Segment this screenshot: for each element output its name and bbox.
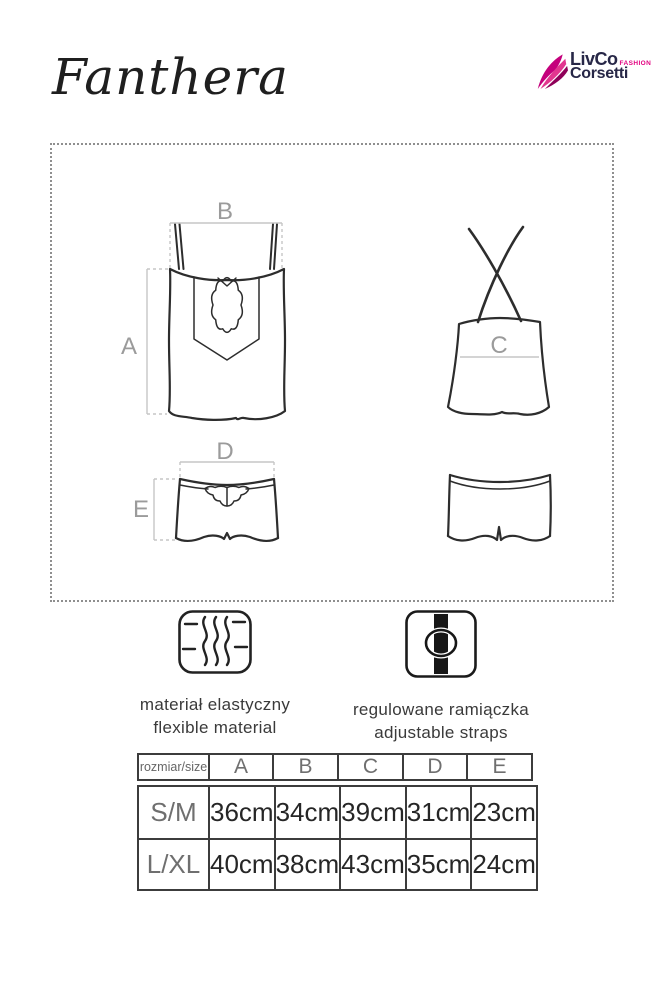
front-right-strap [270,224,273,269]
value-a: 40cm [209,839,275,890]
shorts-front-waist-top [180,479,274,485]
header-cell-a: A [209,754,273,780]
feature-adjustable-straps [336,610,546,744]
brand-name-top: LivCo [570,49,618,69]
feature-caption-pl: regulowane ramiączka [352,700,530,719]
elastic-material-icon [178,610,252,674]
value-c: 39cm [340,786,406,839]
dimension-b [170,198,282,268]
dimension-label-d: D [216,438,234,465]
shorts-front-drawing [176,479,278,541]
brand-name-fashion: FASHION [619,60,652,67]
strap-bar [434,614,448,674]
size-table-header [137,753,533,781]
dimension-a [121,269,168,414]
value-e: 24cm [471,839,537,890]
brand-name-bottom: Corsetti [570,65,629,82]
value-b: 34cm [275,786,341,839]
gusset-scallop-right [227,489,249,507]
value-e: 23cm [471,786,537,839]
gusset-scallop-left [205,489,227,507]
header-cell-b: B [273,754,338,780]
camisole-back-drawing [448,227,549,415]
size-table-body [137,785,538,891]
shorts-back-drawing [448,475,551,540]
value-c: 43cm [340,839,406,890]
table-row-lxl [138,839,537,890]
shorts-front-hem [176,533,278,541]
shorts-back-hem [448,527,550,540]
size-table [137,753,538,891]
dimension-label-c: C [490,332,508,359]
camisole-front-drawing [169,224,285,420]
value-d: 35cm [406,839,472,890]
camisole-front-body [169,269,285,420]
shorts-back-waist-top [450,475,550,482]
header-cell-c: C [338,754,403,780]
product-title: Fanthera [52,48,289,106]
dimension-label-e: E [132,496,150,523]
header-cell-d: D [403,754,467,780]
technical-drawing-panel [50,143,614,602]
feature-caption-en: adjustable straps [374,723,508,742]
size-label: L/XL [138,839,209,890]
feature-caption-en: flexible material [153,718,277,737]
table-row-sm [138,786,537,839]
front-left-strap [175,224,179,269]
adjustable-straps-icon [405,610,477,678]
brand-logo [536,50,651,94]
feature-elastic-material [110,610,320,739]
dimension-label-a: A [120,333,138,360]
value-a: 36cm [209,786,275,839]
header-cell-size: rozmiar/size [138,754,209,780]
feature-caption-pl: materiał elastyczny [139,695,291,714]
dimension-e [133,479,178,540]
size-label: S/M [138,786,209,839]
garment-diagram [52,145,612,600]
brand-swoosh-icon [536,52,568,94]
header-cell-e: E [467,754,532,780]
value-b: 38cm [275,839,341,890]
front-panel-seam [194,277,259,360]
value-d: 31cm [406,786,472,839]
dimension-d [180,438,274,478]
dimension-label-b: B [216,198,234,225]
